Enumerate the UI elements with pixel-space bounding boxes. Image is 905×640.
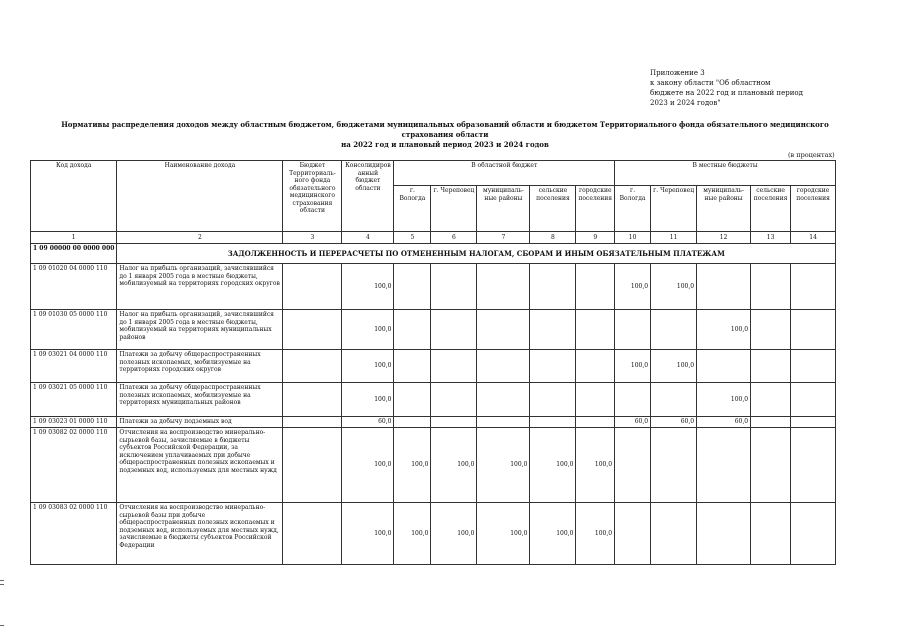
norm-value [697, 350, 751, 383]
income-name: Платежи за добычу подземных вод [117, 417, 283, 428]
norm-value: 100,0 [342, 264, 394, 310]
appendix-line: Приложение 3 [650, 69, 705, 77]
norm-value: 100,0 [576, 428, 615, 503]
norm-value [576, 417, 615, 428]
norm-value [615, 310, 651, 350]
column-index: 3 [283, 232, 342, 244]
header-consolidated: Консолидиров анный бюджет области [342, 161, 394, 232]
norm-value [394, 264, 431, 310]
norm-value: 60,0 [651, 417, 697, 428]
document-title [40, 120, 850, 150]
norm-value [530, 350, 576, 383]
column-index: 2 [117, 232, 283, 244]
table-row [31, 310, 836, 350]
header-local: В местные бюджеты [615, 161, 836, 186]
norm-value: 100,0 [394, 503, 431, 565]
title-line-1: Нормативы распределения доходов между областным бюджетом, бюджетами муниципальных образований области и бюджетом Территориального фонда обязательного медицинского страхования области [61, 120, 829, 139]
norm-value [477, 383, 530, 417]
income-name: Платежи за добычу общераспространенных полезных ископаемых, мобилизуемые на территориях городских округов [117, 350, 283, 383]
norm-value: 100,0 [615, 264, 651, 310]
norm-value [615, 428, 651, 503]
norm-value [651, 428, 697, 503]
norm-value: 60,0 [615, 417, 651, 428]
income-code: 1 09 03082 02 0000 110 [31, 428, 117, 503]
column-index: 6 [431, 232, 477, 244]
norm-value: 100,0 [342, 503, 394, 565]
norm-value: 100,0 [651, 264, 697, 310]
column-index: 7 [477, 232, 530, 244]
norm-value: 60,0 [697, 417, 751, 428]
income-name: Отчисления на воспроизводство минерально-сырьевой базы, зачисляемые в бюджеты субъектов Российской Федерации, за исключением уплачиваемых при добыче общераспространенных полезных ископаемых и подземных вод, используемых для местных нужд [117, 428, 283, 503]
norm-value: 100,0 [651, 350, 697, 383]
norm-value [530, 310, 576, 350]
norm-value [697, 503, 751, 565]
column-index-row [31, 232, 836, 244]
norm-value [576, 383, 615, 417]
norm-value: 100,0 [697, 383, 751, 417]
norm-value: 100,0 [431, 503, 477, 565]
income-code: 1 09 03021 05 0000 110 [31, 383, 117, 417]
norm-value [791, 350, 836, 383]
column-index: 12 [697, 232, 751, 244]
norm-value [576, 264, 615, 310]
norm-value [576, 310, 615, 350]
norm-value [576, 350, 615, 383]
appendix-line: к закону области "Об областном [650, 79, 771, 87]
norm-value: 100,0 [477, 428, 530, 503]
column-index: 8 [530, 232, 576, 244]
norm-value [697, 264, 751, 310]
header-sub: городские поселения [791, 186, 836, 232]
norm-value [283, 428, 342, 503]
norm-value [751, 310, 791, 350]
table-row [31, 417, 836, 428]
norm-value [791, 428, 836, 503]
norm-value [651, 503, 697, 565]
income-name: Платежи за добычу общераспространенных полезных ископаемых, мобилизуемые на территориях муниципальных районов [117, 383, 283, 417]
norm-value [751, 417, 791, 428]
appendix-line: 2023 и 2024 годов" [650, 99, 721, 107]
table-row [31, 503, 836, 565]
norm-value [431, 350, 477, 383]
norm-value [651, 310, 697, 350]
norm-value [283, 417, 342, 428]
norm-value: 100,0 [477, 503, 530, 565]
norm-value [283, 503, 342, 565]
table-row [31, 264, 836, 310]
income-code: 1 09 01020 04 0000 110 [31, 264, 117, 310]
norm-value [530, 417, 576, 428]
norm-value [431, 417, 477, 428]
norm-value [431, 383, 477, 417]
norm-value [751, 264, 791, 310]
norm-value: 100,0 [342, 310, 394, 350]
norm-value [791, 310, 836, 350]
norm-value: 100,0 [342, 383, 394, 417]
norm-value [394, 383, 431, 417]
norms-table [30, 160, 836, 565]
margin-mark [0, 625, 4, 626]
income-code: 1 09 03083 02 0000 110 [31, 503, 117, 565]
norm-value [615, 383, 651, 417]
header-name: Наименование дохода [117, 161, 283, 232]
header-sub: сельские поселения [751, 186, 791, 232]
margin-mark [0, 580, 4, 581]
header-sub: г. Череповец [651, 186, 697, 232]
column-index: 1 [31, 232, 117, 244]
income-name: Налог на прибыль организаций, зачислявшийся до 1 января 2005 года в местные бюджеты, мобилизуемый на территориях муниципальных районов [117, 310, 283, 350]
norm-value: 100,0 [576, 503, 615, 565]
norm-value [283, 264, 342, 310]
norm-value: 100,0 [431, 428, 477, 503]
norm-value [791, 417, 836, 428]
column-index: 9 [576, 232, 615, 244]
header-sub: муниципаль-ные районы [697, 186, 751, 232]
norm-value [431, 264, 477, 310]
table-row [31, 428, 836, 503]
norm-value: 100,0 [342, 350, 394, 383]
margin-mark [0, 584, 4, 585]
norm-value: 100,0 [394, 428, 431, 503]
header-code: Код дохода [31, 161, 117, 232]
norm-value [791, 383, 836, 417]
norm-value: 100,0 [342, 428, 394, 503]
norm-value [791, 503, 836, 565]
norm-value [394, 417, 431, 428]
appendix-note [650, 68, 820, 108]
norm-value [477, 310, 530, 350]
header-sub: сельские поселения [530, 186, 576, 232]
norm-value: 100,0 [530, 503, 576, 565]
table-body [31, 264, 836, 565]
column-index: 11 [651, 232, 697, 244]
norm-value [283, 383, 342, 417]
table-row [31, 383, 836, 417]
norm-value [394, 310, 431, 350]
norm-value [530, 383, 576, 417]
income-name: Отчисления на воспроизводство минерально-сырьевой базы при добыче общераспространенных полезных ископаемых и подземных вод, используемых для местных нужд, зачисляемые в бюджеты субъектов Российской Федерации [117, 503, 283, 565]
norm-value [751, 428, 791, 503]
norm-value [751, 503, 791, 565]
header-tfoms: Бюджет Территориаль-ного фонда обязательного медицинского страхования области [283, 161, 342, 232]
income-code: 1 09 01030 05 0000 110 [31, 310, 117, 350]
appendix-line: бюджете на 2022 год и плановый период [650, 89, 803, 97]
norm-value [697, 428, 751, 503]
income-name: Налог на прибыль организаций, зачислявшийся до 1 января 2005 года в местные бюджеты, мобилизуемый на территориях городских округов [117, 264, 283, 310]
norm-value [431, 310, 477, 350]
header-sub: муниципаль-ные районы [477, 186, 530, 232]
table-row [31, 350, 836, 383]
column-index: 14 [791, 232, 836, 244]
norm-value [477, 350, 530, 383]
section-row [31, 244, 836, 264]
norm-value: 100,0 [615, 350, 651, 383]
column-index: 10 [615, 232, 651, 244]
norm-value: 100,0 [530, 428, 576, 503]
income-code: 1 09 03021 04 0000 110 [31, 350, 117, 383]
units-note: (в процентах) [788, 151, 835, 159]
title-line-2: на 2022 год и плановый период 2023 и 2024 годов [341, 140, 549, 149]
norm-value [651, 383, 697, 417]
header-regional: В областной бюджет [394, 161, 615, 186]
norm-value: 100,0 [697, 310, 751, 350]
norm-value [751, 383, 791, 417]
norm-value [283, 350, 342, 383]
norm-value [283, 310, 342, 350]
income-code: 1 09 03023 01 0000 110 [31, 417, 117, 428]
header-sub: городские поселения [576, 186, 615, 232]
norm-value: 60,0 [342, 417, 394, 428]
norm-value [791, 264, 836, 310]
norm-value [477, 264, 530, 310]
header-sub: г. Череповец [431, 186, 477, 232]
header-sub: г. Вологда [615, 186, 651, 232]
norm-value [530, 264, 576, 310]
column-index: 13 [751, 232, 791, 244]
norm-value [751, 350, 791, 383]
column-index: 4 [342, 232, 394, 244]
section-code: 1 09 00000 00 0000 000 [31, 244, 117, 264]
column-index: 5 [394, 232, 431, 244]
header-sub: г. Вологда [394, 186, 431, 232]
section-title: ЗАДОЛЖЕННОСТЬ И ПЕРЕРАСЧЕТЫ ПО ОТМЕНЕННЫМ НАЛОГАМ, СБОРАМ И ИНЫМ ОБЯЗАТЕЛЬНЫМ ПЛАТЕЖАМ [117, 244, 836, 264]
norm-value [394, 350, 431, 383]
norm-value [615, 503, 651, 565]
norm-value [477, 417, 530, 428]
